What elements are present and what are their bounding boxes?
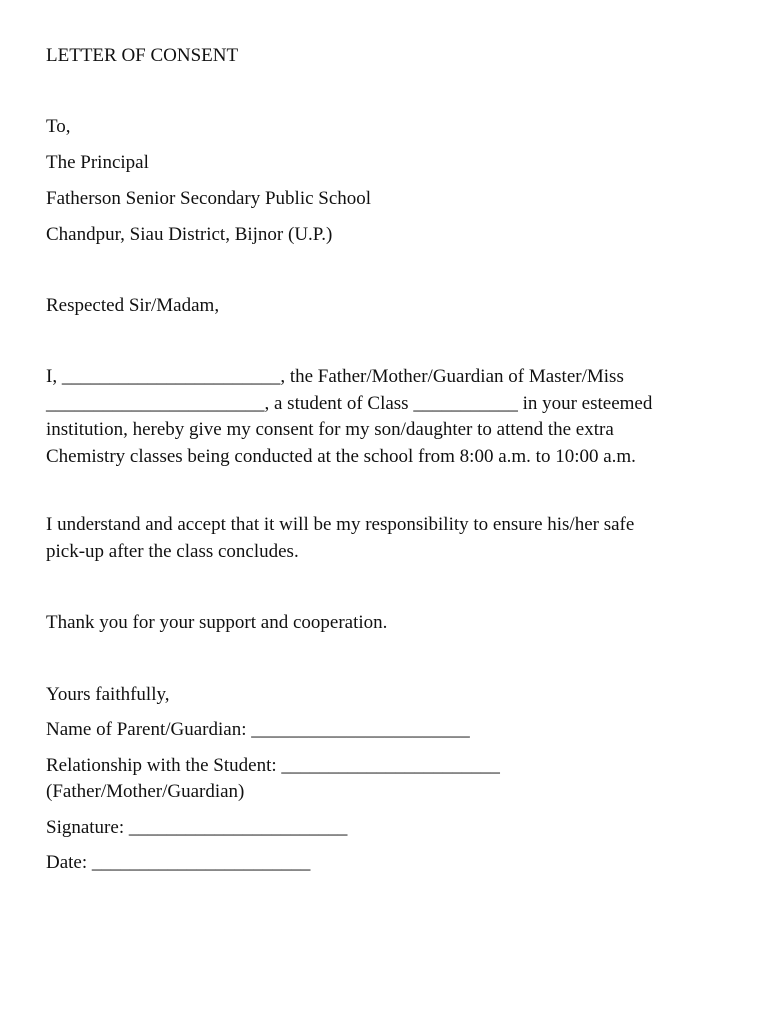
sign-off: Yours faithfully,	[46, 684, 170, 705]
body-line: institution, hereby give my consent for my son/daughter to attend the extra	[46, 419, 614, 440]
recipient-title: The Principal	[46, 152, 149, 173]
date-field: Date: _______________________	[46, 852, 311, 873]
body-line: _______________________, a student of Class ___________ in your esteemed	[46, 392, 653, 414]
body-line: I, _______________________, the Father/Mother/Guardian of Master/Miss	[46, 366, 624, 387]
body-paragraph-consent	[46, 364, 726, 470]
signature-field: Signature: _______________________	[46, 817, 348, 838]
relationship-hint: (Father/Mother/Guardian)	[46, 781, 245, 802]
parent-name-field: Name of Parent/Guardian: _______________________	[46, 719, 470, 740]
salutation-to: To,	[46, 116, 71, 137]
relationship-field: Relationship with the Student: _______________________	[46, 755, 500, 776]
recipient-address: Chandpur, Siau District, Bijnor (U.P.)	[46, 224, 333, 245]
body-paragraph-responsibility	[46, 512, 726, 565]
body-paragraph-thanks: Thank you for your support and cooperation.	[46, 612, 388, 633]
greeting: Respected Sir/Madam,	[46, 295, 220, 316]
recipient-school: Fatherson Senior Secondary Public School	[46, 188, 372, 209]
letter-title: LETTER OF CONSENT	[46, 45, 239, 66]
body-line: pick-up after the class concludes.	[46, 540, 299, 562]
body-line: Chemistry classes being conducted at the school from 8:00 a.m. to 10:00 a.m.	[46, 445, 636, 467]
body-line: I understand and accept that it will be my responsibility to ensure his/her safe	[46, 514, 635, 535]
